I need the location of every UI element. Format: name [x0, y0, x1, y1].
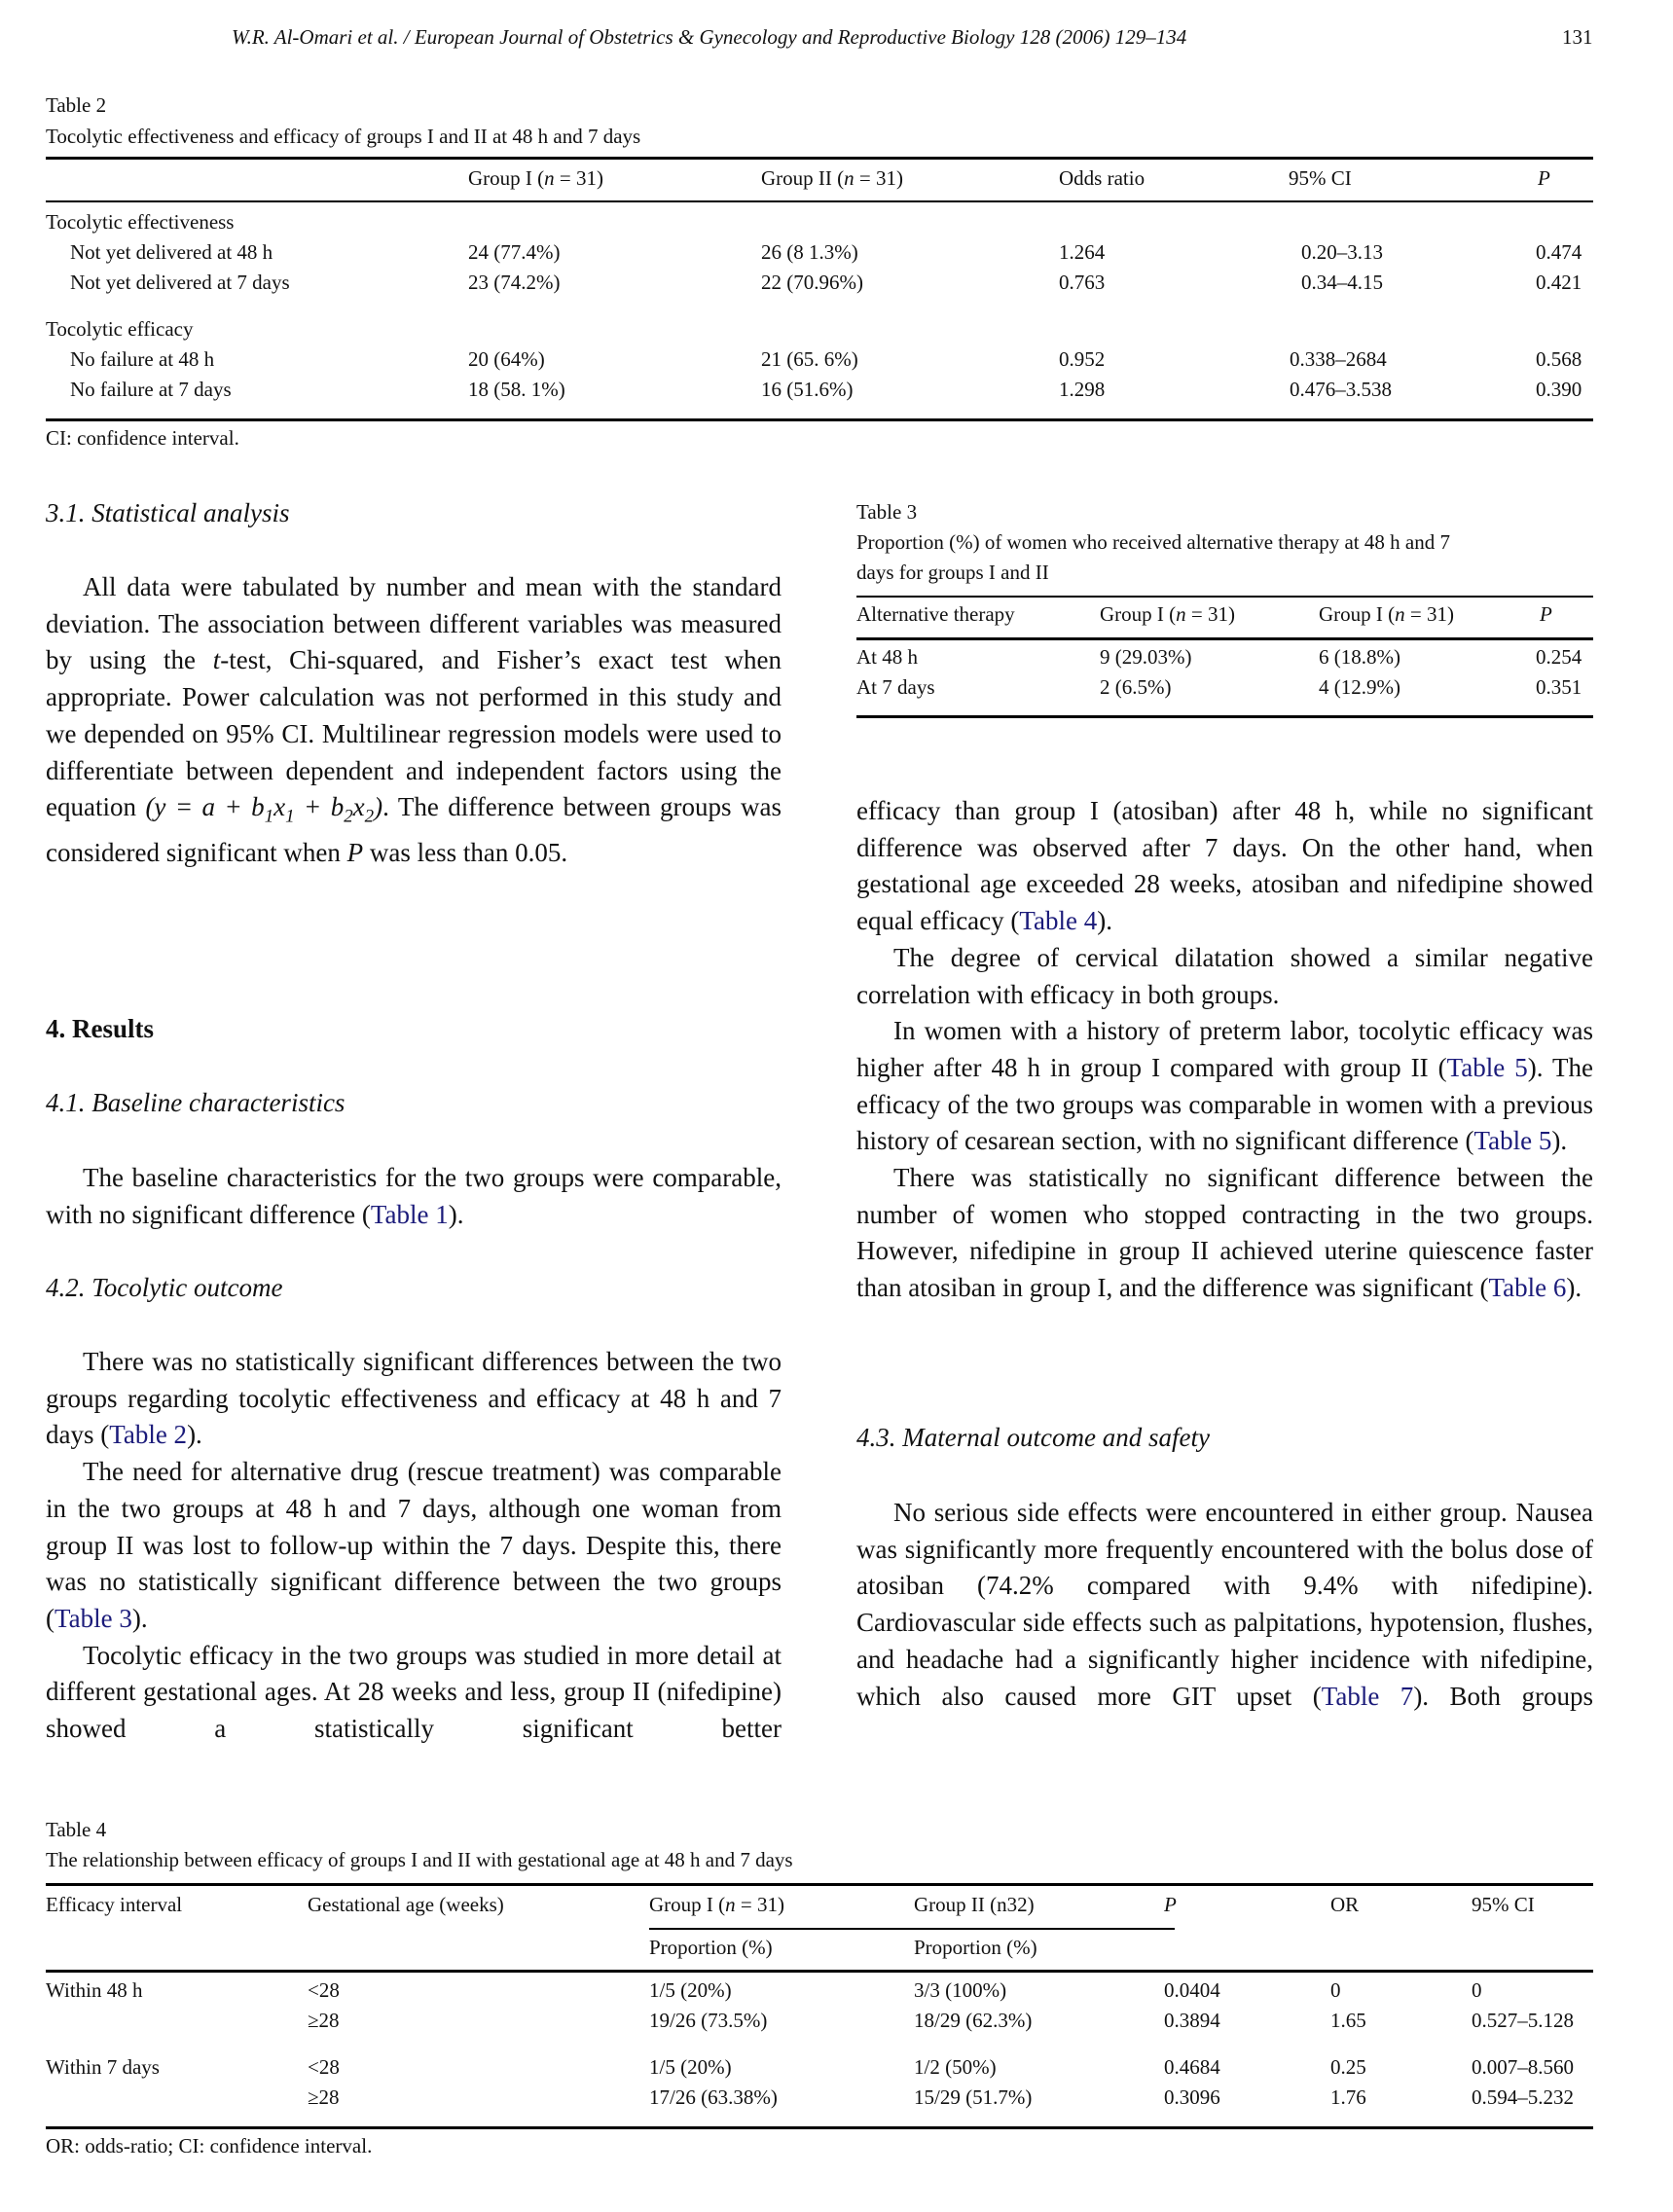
row-label: No failure at 7 days [70, 378, 232, 401]
table-cell: 20 (64%) [468, 347, 545, 371]
row-label: Not yet delivered at 48 h [70, 240, 273, 264]
column-header: P [1540, 602, 1552, 626]
table-cell: 0.952 [1059, 347, 1106, 371]
table-cell: 0.527–5.128 [1472, 2009, 1574, 2032]
table-cell: 0.476–3.538 [1290, 378, 1392, 401]
column-header: Group I (n = 31) [1319, 602, 1454, 626]
table-cell: 0.34–4.15 [1301, 271, 1383, 294]
table-cell: 4 (12.9%) [1319, 675, 1400, 699]
table-cell: 0.0404 [1164, 1978, 1220, 2002]
section-heading-4-1: 4.1. Baseline characteristics [46, 1088, 346, 1117]
table-cell: 21 (65. 6%) [761, 347, 858, 371]
table-label: Table 3 [856, 500, 918, 524]
link-table-7[interactable]: Table 7 [1321, 1681, 1414, 1711]
table-label: Table 2 [46, 93, 107, 117]
table-cell: 1.298 [1059, 378, 1106, 401]
table-cell: 0.007–8.560 [1472, 2055, 1574, 2079]
column-header: Group II (n = 31) [761, 166, 903, 190]
column-header: Efficacy interval [46, 1893, 183, 1916]
table-cell: 1.264 [1059, 240, 1106, 264]
row-label: Not yet delivered at 7 days [70, 271, 290, 294]
paragraph-maternal-outcome: No serious side effects were encountered in either group. Nausea was significantly more frequently encountered with the bolus dose of atosiban (74.2% compared with 9.4% with nifedipine). Cardiovascular side effects such as palpitations, hypotension, flushes, and headache had a significantly higher incidence with nifedipine, which also caused more GIT upset (Table 7). Both groups [856, 1498, 1594, 1711]
table-cell: 1.65 [1330, 2009, 1366, 2032]
table-cell: 22 (70.96%) [761, 271, 863, 294]
column-header: Group II (n32) [914, 1893, 1035, 1916]
table-cell: 0.474 [1536, 240, 1582, 264]
table-cell: 0.763 [1059, 271, 1106, 294]
table-cell: 26 (8 1.3%) [761, 240, 858, 264]
column-header: OR [1330, 1893, 1360, 1916]
table-cell: 3/3 (100%) [914, 1978, 1007, 2002]
table-cell: 1.76 [1330, 2085, 1366, 2109]
table-cell: 0.3096 [1164, 2085, 1220, 2109]
table-footnote: CI: confidence interval. [46, 426, 239, 450]
table-label: Table 4 [46, 1818, 107, 1841]
table-cell: 9 (29.03%) [1100, 645, 1192, 669]
column-header: Group I (n = 31) [468, 166, 603, 190]
column-header: Group I (n = 31) [1100, 602, 1235, 626]
link-table-6[interactable]: Table 6 [1488, 1273, 1567, 1303]
table-cell: 0.594–5.232 [1472, 2085, 1574, 2109]
table-cell: <28 [308, 2055, 340, 2079]
table-cell: 0.254 [1536, 645, 1582, 669]
column-header: 95% CI [1289, 166, 1352, 190]
table-cell: 0.3894 [1164, 2009, 1220, 2032]
table-cell: 0.421 [1536, 271, 1582, 294]
paragraph-tocolytic-outcome: There was no statistically significant differences between the two groups regarding tocolytic effectiveness and efficacy at 48 h and 7 days (Table 2). The need for alternative drug (rescue treatment) was comparable in the two groups at 48 h and 7 days, although one woman from group II was lost to follow-up within the 7 days. Despite this, there was no statistically significant difference between the two groups (Table 3). Tocolytic efficacy in the two groups was studied in more detail at different gestational ages. At 28 weeks and less, group II (nifedipine) showed a statistically significant better [46, 1347, 782, 1744]
paragraph-statistical-analysis: All data were tabulated by number and mean with the standard deviation. The association between different variables was measured by using the t-test, Chi-squared, and Fisher’s exact test when appropriate. Power calculation was not performed in this study and we depended on 95% CI. Multilinear regression models were used to differentiate between dependent and independent factors using the equation $(y = a + b_1x_1 + b_2x_2)$. The difference between groups was considered significant when P was less than 0.05. [46, 572, 782, 868]
row-label: At 7 days [856, 675, 935, 699]
link-table-5[interactable]: Table 5 [1446, 1052, 1528, 1082]
paragraph-baseline: The baseline characteristics for the two groups were comparable, with no significant difference (Table 1). [46, 1163, 782, 1229]
table-footnote: OR: odds-ratio; CI: confidence interval. [46, 2134, 373, 2158]
table-caption: days for groups I and II [856, 561, 1049, 584]
table-cell: 23 (74.2%) [468, 271, 561, 294]
table-cell: 0.20–3.13 [1301, 240, 1383, 264]
table-cell: ≥28 [308, 2085, 340, 2109]
row-label: No failure at 48 h [70, 347, 215, 371]
column-header: P [1164, 1893, 1177, 1916]
running-head: W.R. Al-Omari et al. / European Journal of Obstetrics & Gynecology and Reproductive Biology 128 (2006) 129–134 [232, 25, 1187, 49]
table-cell: 0.351 [1536, 675, 1582, 699]
subheader: Proportion (%) [649, 1936, 773, 1959]
link-table-2[interactable]: Table 2 [109, 1420, 188, 1450]
link-table-5[interactable]: Table 5 [1473, 1126, 1552, 1156]
section-heading-4: 4. Results [46, 1014, 155, 1043]
table-caption: The relationship between efficacy of groups I and II with gestational age at 48 h and 7 days [46, 1848, 793, 1871]
table-caption: Proportion (%) of women who received alternative therapy at 48 h and 7 [856, 530, 1450, 554]
link-table-1[interactable]: Table 1 [370, 1199, 449, 1229]
section-heading-4-2: 4.2. Tocolytic outcome [46, 1273, 283, 1302]
table-cell: 2 (6.5%) [1100, 675, 1172, 699]
table-cell: 16 (51.6%) [761, 378, 854, 401]
column-header: Alternative therapy [856, 602, 1015, 626]
table-cell: 0 [1330, 1978, 1341, 2002]
table-cell: ≥28 [308, 2009, 340, 2032]
table-cell: 0.25 [1330, 2055, 1366, 2079]
table-cell: 0.568 [1536, 347, 1582, 371]
link-table-3[interactable]: Table 3 [55, 1603, 132, 1633]
table-cell: 18/29 (62.3%) [914, 2009, 1033, 2032]
table-cell: 19/26 (73.5%) [649, 2009, 768, 2032]
page-number: 131 [1562, 25, 1593, 49]
right-column-results: efficacy than group I (atosiban) after 48 h, while no significant difference was observed after 7 days. On the other hand, when gestational age exceeded 28 weeks, atosiban and nifedipine showed equal efficacy (Table 4). The degree of cervical dilatation showed a similar negative correlation with efficacy in both groups. In women with a history of preterm labor, tocolytic efficacy was higher after 48 h in group I compared with group II (Table 5). The efficacy of the two groups was comparable in women with a previous history of cesarean section, with no significant difference (Table 5). There was statistically no significant difference between the number of women who stopped contracting in the two groups. However, nifedipine in group II achieved uterine quiescence faster than atosiban in group I, and the difference was significant (Table 6). [856, 796, 1594, 1303]
column-header: P [1538, 166, 1550, 190]
section-title: Tocolytic efficacy [46, 317, 194, 341]
table-cell: 0.390 [1536, 378, 1582, 401]
table-cell: 0.338–2684 [1290, 347, 1387, 371]
section-title: Tocolytic effectiveness [46, 210, 235, 234]
table-caption: Tocolytic effectiveness and efficacy of groups I and II at 48 h and 7 days [46, 125, 641, 148]
section-heading-3-1: 3.1. Statistical analysis [46, 498, 290, 527]
section-heading-4-3: 4.3. Maternal outcome and safety [856, 1423, 1210, 1452]
table-cell: 0 [1472, 1978, 1482, 2002]
link-table-4[interactable]: Table 4 [1019, 906, 1098, 936]
row-label: Within 7 days [46, 2055, 160, 2079]
column-header: Odds ratio [1059, 166, 1146, 190]
table-cell: 1/2 (50%) [914, 2055, 997, 2079]
table-cell: 1/5 (20%) [649, 2055, 732, 2079]
row-label: At 48 h [856, 645, 918, 669]
column-header: Gestational age (weeks) [308, 1893, 504, 1916]
table-cell: 17/26 (63.38%) [649, 2085, 778, 2109]
column-header: Group I (n = 31) [649, 1893, 784, 1916]
table-cell: 18 (58. 1%) [468, 378, 565, 401]
subheader: Proportion (%) [914, 1936, 1037, 1959]
table-cell: 24 (77.4%) [468, 240, 561, 264]
row-label: Within 48 h [46, 1978, 143, 2002]
table-cell: <28 [308, 1978, 340, 2002]
table-cell: 1/5 (20%) [649, 1978, 732, 2002]
table-cell: 0.4684 [1164, 2055, 1220, 2079]
table-cell: 6 (18.8%) [1319, 645, 1400, 669]
column-header: 95% CI [1472, 1893, 1535, 1916]
table-cell: 15/29 (51.7%) [914, 2085, 1033, 2109]
